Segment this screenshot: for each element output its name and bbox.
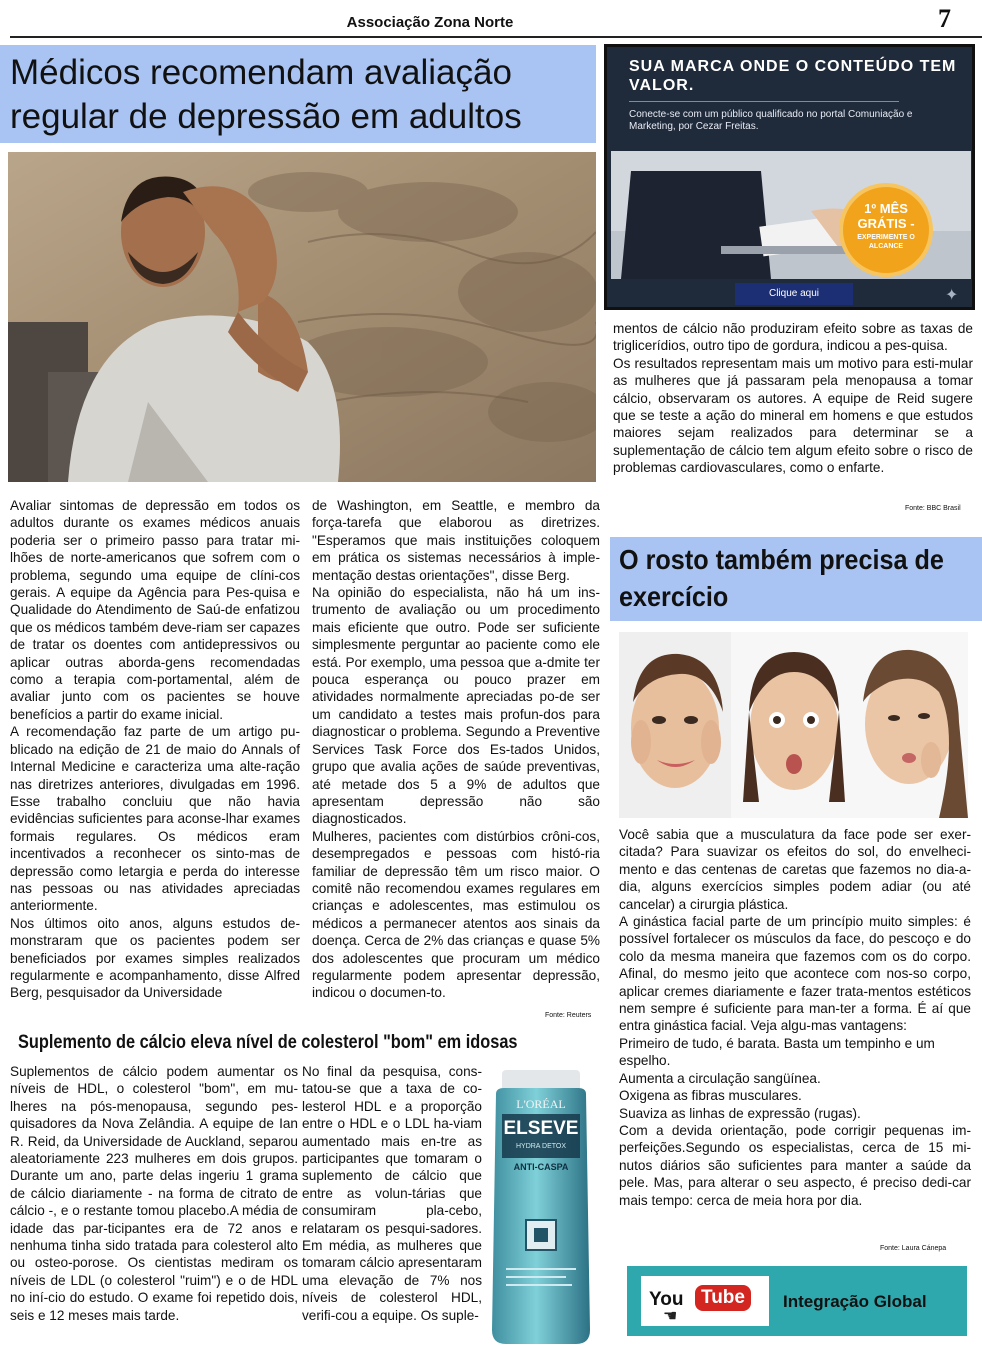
ad-badge-line1: 1º MÊS (864, 201, 908, 216)
article3-list-item: Aumenta a circulação sangüínea. (619, 1070, 821, 1086)
youtube-banner-label: Integração Global (783, 1292, 927, 1311)
ad-sparkle-icon: ✦ (945, 287, 959, 304)
ad-badge-line2: GRÁTIS - (857, 216, 915, 231)
article2-column-1 (10, 1063, 298, 1324)
article3-paragraph: A ginástica facial parte de um princípio muito simples: é possível fortalecer os músculos da face, do pescoço e do colo da mesma maneira que fazemos com os do corpo. Afinal, do mesmo jeito que acontece com nos-so corpo, aplicar cremes diariamente e fazer trata-mentos estéticos nem sempre é suficiente para man-ter a forma. É aí que entra ginástica facial. Veja algu-mas vantagens: (619, 914, 971, 1034)
article1-paragraph: Avaliar sintomas de depressão em todos os adultos durante os exames médicos anuais poderia ser o primeiro passo para tratar mi-lhões de norte-americanos que sofrem com o problema, segundo uma equipe de clíni-cos gerais. A equipe da Agência para Pes-quisa e Qualidade do Atendimento de Saú-de enfatizou que os médicos também deve-riam ser capazes de tratar os doentes com antidepressivos ou aplicar outras aborda-gens recomendadas como a terapia com-portamental, além de avaliar junto com os pacientes se houve benefícios a partir do exame inicial. (10, 498, 300, 722)
header-divider (10, 36, 982, 38)
article1-source: Fonte: Reuters (545, 1012, 592, 1019)
article3-headline: O rosto também precisa de exercício (619, 544, 944, 612)
article1-paragraph: Na opinião do especialista, não há um ins-trumento de avaliação ou um procedimento mais eficiente que outro. Pode ser suficiente simplesmente perguntar ao paciente como ele está. Por exemplo, uma pessoa que a-dmite ter pouca esperança ou pouco prazer em atividades normalmente apreciadas po-de ser um candidato a testes mais profun-dos para diagnosticar o problema. Segundo a Preventive Services Task Force dos Es-tados Unidos, grupo que avalia ações de saúde preventivas, até metade dos 5 a 9% de adultos que apresentam depressão não são diagnosticados. (312, 585, 600, 827)
article3-list-item: Oxigena as fibras musculares. (619, 1088, 802, 1104)
article3-list-item: Suaviza as linhas de expressão (rugas). (619, 1105, 861, 1121)
ad-divider (629, 101, 899, 102)
article3-source: Fonte: Laura Cánepa (880, 1245, 947, 1252)
article2-source: Fonte: BBC Brasil (905, 505, 961, 512)
bottle-type: ANTI-CASPA (513, 1162, 569, 1172)
article1-paragraph: de Washington, em Seattle, e membro da força-tarefa que elaborou as diretrizes. "Esperamos que mais instituições coloquem em prática os sistemas necessários à imple-mentação destas orientações", disse Berg. (312, 498, 600, 583)
ad-headline: SUA MARCA ONDE O CONTEÚDO TEM VALOR. (629, 58, 957, 94)
article2-column-2 (302, 1063, 482, 1324)
article1-column-1 (10, 497, 300, 1002)
hand-pointer-icon: ☚ (663, 1308, 678, 1325)
youtube-logo (641, 1276, 769, 1326)
article1-headline-box (0, 45, 596, 143)
article2-paragraph: No final da pesquisa, cons-tatou-se que a taxa de co-lesterol HDL e a proporção entre o HDL e o LDL ha-viam aumentado mais en-tre as participantes que tomaram o suplemento de cálcio que entre as volun-tárias que consumiram pla-cebo, relataram os pesqui-sadores. Em média, as mulheres que tomaram cálcio apresentaram uma elevação de 7% nos níveis de colesterol HDL, verifi-cou a equipe. Os suple- (302, 1064, 482, 1323)
ad-free-month-badge (839, 183, 933, 277)
facial-exercise-photo (619, 632, 968, 818)
bottle-product: ELSEVE (503, 1118, 579, 1139)
article3-body (619, 826, 971, 1209)
ad-badge-line3: EXPERIMENTE O ALCANCE (857, 234, 915, 250)
article1-paragraph: Nos últimos oito anos, alguns estudos de-monstraram que os pacientes podem ser beneficiados por exames simples realizados regularmente e acompanhamento, disse Alfred Berg, pesquisador da Universidade (10, 915, 300, 1001)
article1-paragraph: Mulheres, pacientes com distúrbios crôni-cos, desempregados e pessoas com histó-ria familiar de depressão têm um risco maior. O comitê não recomendou exames regulares em crianças e adolescentes, mas estimulou os médicos a permanecer atentos aos sinais da doença. Cerca de 2% das crianças e quase 5% dos adolescentes que procuram um médico regularmente podem apresentar depressão, indicou o documen-to. (312, 828, 600, 1001)
depressed-man-photo (8, 152, 596, 482)
bottle-brand: L'ORÉAL (516, 1097, 566, 1111)
article1-paragraph: A recomendação faz parte de um artigo pu-blicado na edição de 21 de maio do Annals of Internal Medicine e caracteriza uma alte-ração nas diretrizes anteriores, divulgadas em 1996. Esse trabalho concluiu que não havia evidências suficientes para aconse-lhar exames formais regulares. Os médicos eram incentivados a reconhecer os sinto-mas de depressão como letargia e perda do interesse nas pessoas ou nas atividades apreciadas anteriormente. (10, 724, 300, 914)
ad-business-photo (611, 151, 971, 279)
youtube-logo-you: You (649, 1289, 684, 1310)
youtube-logo-tube: Tube (695, 1285, 751, 1311)
shampoo-bottle-image (488, 1070, 594, 1346)
newspaper-header-title: Associação Zona Norte (346, 14, 514, 31)
article3-list-item: Primeiro de tudo, é barata. Basta um tempinho e um espelho. (619, 1035, 935, 1069)
article2-paragraph: Suplementos de cálcio podem aumentar os níveis de HDL, o colesterol "bom", em mu-lheres na pós-menopausa, segundo pes-quisadores da Nova Zelândia. A equipe de Ian R. Reid, da Universidade de Auckland, separou aleatoriamente 223 mulheres em dois grupos. Durante um ano, parte delas ingeriu 1 grama de cálcio diariamente - na forma de citrato de cálcio -, e o restante tomou placebo.A média de idade das par-ticipantes era de 72 anos e nenhuma tinha sido tratada para colesterol alto ou osteo-porose. Os cientistas mediram os níveis de LDL (o colesterol "ruim") e o de HDL no iní-cio do estudo. O exame foi repetido dois, seis e 12 meses mais tarde. (10, 1064, 298, 1323)
article3-paragraph: Com a devida orientação, pode corrigir pequenas im-perfeições.Segundo os especialistas, cerca de 15 mi-nutos diários são suficientes para manter a saúde da pele. Mas, para alterar o seu aspecto, é preciso dedi-car mais tempo: cerca de meia hora por dia. (619, 1122, 971, 1208)
article2-headline: Suplemento de cálcio eleva nível de colesterol "bom" em idosas (18, 1032, 518, 1053)
youtube-banner[interactable] (627, 1266, 967, 1336)
advertisement-banner[interactable] (604, 44, 975, 310)
bottle-line: HYDRA DETOX (515, 1143, 567, 1150)
ad-subtext: Conecte-se com um público qualificado no portal Comuniação e Marketing, por Cezar Freitas. (629, 109, 913, 132)
article2-paragraph: Os resultados representam mais um motivo para esti-mular as mulheres que já passaram pela menopausa a tomar cálcio, observaram os autores. A equipe de Reid sugere que se teste a ação do mineral em homens e que estudos maiores sejam realizados para determinar se a suplementação de cálcio tem algum efeito sobre o risco de problemas cardiovasculares, como o enfarte. (613, 355, 973, 476)
article2-continuation (613, 320, 973, 477)
article2-paragraph: mentos de cálcio não produziram efeito sobre as taxas de triglicerídios, outro tipo de gordura, indicou a pes-quisa. (613, 321, 973, 354)
article3-paragraph: Você sabia que a musculatura da face pode ser exer-citada? Para suavizar os efeitos do sol, do envelheci-mento e das centenas de caretas que fazemos no dia-a-dia, alguns exercícios simples podem adiar (ou até cancelar) a cirurgia plástica. (619, 827, 971, 912)
article1-column-2 (312, 497, 600, 1002)
page-number: 7 (938, 4, 951, 33)
article3-headline-box (610, 537, 982, 621)
article1-headline: Médicos recomendam avaliação regular de depressão em adultos (10, 53, 522, 136)
ad-click-button[interactable]: Clique aqui (735, 283, 853, 305)
